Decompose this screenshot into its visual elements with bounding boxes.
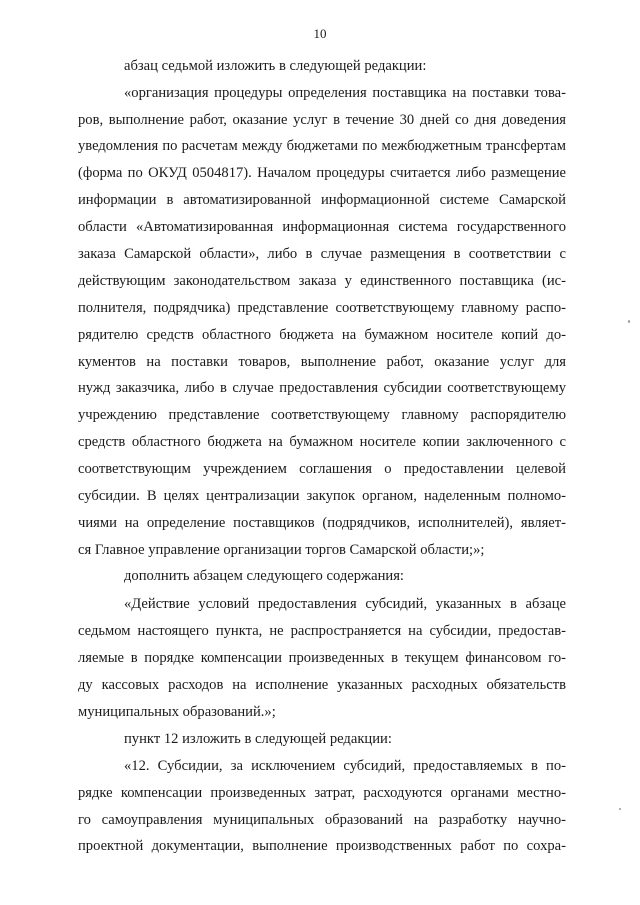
text-line: чиями на определение поставщиков (подрядчиков, исполнителей), являет- — [78, 515, 566, 531]
text-line: (форма по ОКУД 0504817). Началом процедуры считается либо размещение — [78, 165, 566, 181]
text-line: абзац седьмой изложить в следующей редакции: — [124, 58, 427, 74]
text-line: действующим законодательством заказа у единственного поставщика (ис- — [78, 273, 566, 289]
text-line: рядке компенсации произведенных затрат, расходуются органами местно- — [78, 785, 566, 801]
text-line: проектной документации, выполнение производственных работ по сохра- — [78, 838, 566, 854]
text-line: ров, выполнение работ, оказание услуг в течение 30 дней со дня доведения — [78, 112, 566, 128]
text-line: соответствующим учреждением соглашения о предоставлении целевой — [78, 461, 566, 477]
text-line: седьмом настоящего пункта, не распространяется на субсидии, предостав- — [78, 623, 566, 639]
text-line: «Действие условий предоставления субсидий, указанных в абзаце — [124, 596, 566, 612]
text-line: средств областного бюджета на бумажном носителе копии заключенного с — [78, 434, 566, 450]
text-line: ляемые в порядке компенсации произведенных в текущем финансовом го- — [78, 650, 566, 666]
text-line: рядителю средств областного бюджета на бумажном носителе копий до- — [78, 327, 566, 343]
text-line: кументов на поставки товаров, выполнение работ, оказание услуг для — [78, 354, 566, 370]
text-line: ся Главное управление организации торгов Самарской области;»; — [78, 542, 485, 558]
text-line: области «Автоматизированная информационная система государственного — [78, 219, 566, 235]
text-line: дополнить абзацем следующего содержания: — [124, 568, 404, 584]
text-line: «организация процедуры определения поставщика на поставки това- — [124, 85, 566, 101]
scan-speck — [628, 320, 630, 323]
text-line: учреждению представление соответствующему главному распорядителю — [78, 407, 566, 423]
text-line: нужд заказчика, либо в случае предоставления субсидии соответствующему — [78, 380, 566, 396]
text-line: уведомления по расчетам между бюджетами по межбюджетным трансфертам — [78, 138, 566, 154]
scan-speck — [619, 808, 621, 810]
text-line: субсидии. В целях централизации закупок органом, наделенным полномо- — [78, 488, 566, 504]
page-number: 10 — [313, 26, 327, 41]
text-line: «12. Субсидии, за исключением субсидий, предоставляемых в по- — [124, 758, 566, 774]
text-line: муниципальных образований.»; — [78, 704, 276, 720]
text-line: пункт 12 изложить в следующей редакции: — [124, 731, 392, 747]
text-line: ду кассовых расходов на исполнение указанных расходных обязательств — [78, 677, 566, 693]
text-line: заказа Самарской области», либо в случае размещения в соответствии с — [78, 246, 566, 262]
text-line: го самоуправления муниципальных образований на разработку научно- — [78, 812, 566, 828]
text-line: информации в автоматизированной информационной системе Самарской — [78, 192, 566, 208]
text-line: полнителя, подрядчика) представление соответствующему главному распо- — [78, 300, 566, 316]
